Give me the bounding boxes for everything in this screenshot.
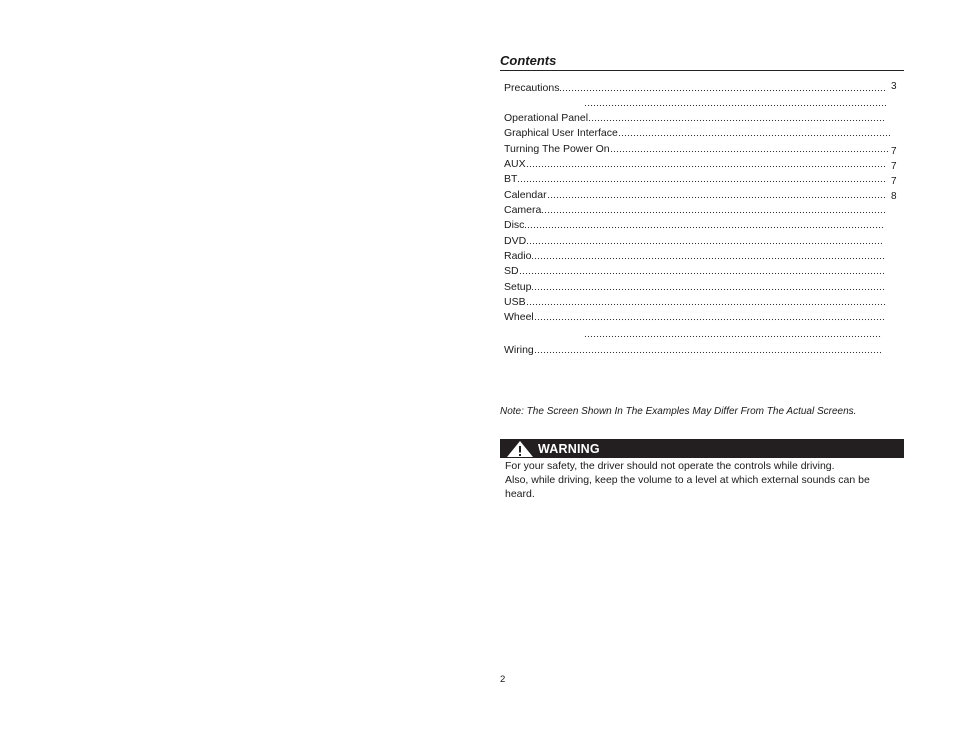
toc-leader <box>524 226 884 229</box>
toc-entry <box>504 141 890 155</box>
toc-entry <box>584 95 886 109</box>
toc-leader <box>534 318 886 321</box>
toc-label: Operational Panel <box>504 112 589 124</box>
title-rule <box>500 70 904 71</box>
page-number: 2 <box>500 674 506 685</box>
toc-leader <box>531 288 886 291</box>
toc-entry <box>504 279 886 293</box>
toc-entry <box>504 202 886 216</box>
toc-leader <box>517 180 886 183</box>
toc-leader <box>526 303 886 306</box>
toc-page: 7 <box>891 176 897 187</box>
toc-entry <box>504 294 886 308</box>
warning-label: WARNING <box>538 441 600 456</box>
toc-leader <box>559 89 886 92</box>
toc-entry <box>504 187 886 201</box>
toc-entry <box>504 80 886 94</box>
toc-label: DVD <box>504 235 527 247</box>
toc-page: 7 <box>891 146 897 157</box>
toc-label: Setup <box>504 281 532 293</box>
toc-label: Calendar <box>504 189 547 201</box>
toc-entry <box>504 125 890 139</box>
toc-leader <box>526 242 884 245</box>
toc-label: Wheel <box>504 311 534 323</box>
toc-leader <box>519 272 884 275</box>
toc-page: 7 <box>891 161 897 172</box>
toc-entry <box>504 156 886 170</box>
warning-line-1: For your safety, the driver should not operate the controls while driving. <box>505 460 835 472</box>
toc-label: BT <box>504 173 518 185</box>
toc-leader <box>547 196 886 199</box>
toc-leader <box>534 351 882 354</box>
toc-label: AUX <box>504 158 526 170</box>
toc-entry <box>504 171 886 185</box>
toc-entry <box>504 233 884 247</box>
toc-entry <box>504 263 884 277</box>
warning-triangle-icon <box>506 440 534 458</box>
toc-leader <box>541 211 886 214</box>
toc-label: Camera <box>504 204 542 216</box>
toc-label: SD <box>504 265 519 277</box>
toc-leader <box>526 165 886 168</box>
toc-label: Turning The Power On <box>504 143 610 155</box>
toc-leader <box>584 104 886 107</box>
toc-entry <box>504 110 886 124</box>
toc-entry <box>504 217 884 231</box>
toc-page: 3 <box>891 81 897 92</box>
screen-note: Note: The Screen Shown In The Examples May Differ From The Actual Screens. <box>500 406 857 417</box>
toc-leader <box>531 257 886 260</box>
toc-entry <box>504 342 882 356</box>
toc-label: Precautions <box>504 82 560 94</box>
toc-entry <box>504 248 886 262</box>
toc-label: Wiring <box>504 344 534 356</box>
toc-entry <box>584 326 882 340</box>
warning-header <box>500 439 904 458</box>
toc-leader <box>618 134 890 137</box>
toc-leader <box>610 150 890 153</box>
toc-label: Disc <box>504 219 525 231</box>
toc-page: 8 <box>891 191 897 202</box>
toc-label: USB <box>504 296 526 308</box>
toc-label: Graphical User Interface <box>504 127 618 139</box>
contents-title: Contents <box>500 53 557 68</box>
toc-leader <box>584 335 882 338</box>
warning-line-2: Also, while driving, keep the volume to a level at which external sounds can be heard. <box>505 474 870 500</box>
toc-label: Radio <box>504 250 532 262</box>
warning-text <box>505 459 901 501</box>
toc-leader <box>588 119 886 122</box>
toc-entry <box>504 309 886 323</box>
